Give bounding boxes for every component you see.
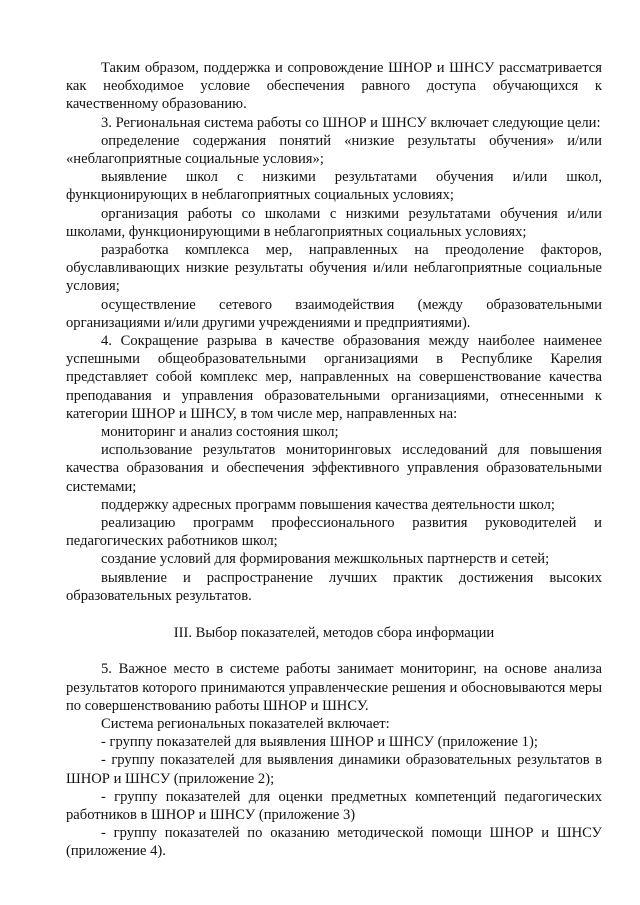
list-item: - группу показателей по оказанию методической помощи ШНОР и ШНСУ (приложение 4).: [66, 825, 602, 860]
list-item: выявление школ с низкими результатами обучения и/или школ, функционирующих в неблагоприятных социальных условиях;: [66, 169, 602, 204]
list-item: осуществление сетевого взаимодействия (между образовательными организациями и/или другими учреждениями и предприятиями).: [66, 296, 602, 331]
list-item: использование результатов мониторинговых исследований для повышения качества образования и обеспечения эффективного управления образовательными системами;: [66, 442, 602, 495]
list-item: - группу показателей для выявления динамики образовательных результатов в ШНОР и ШНСУ (приложение 2);: [66, 752, 602, 787]
section-heading: III. Выбор показателей, методов сбора информации: [173, 625, 495, 642]
list-item: мониторинг и анализ состояния школ;: [101, 424, 339, 441]
paragraph: 4. Сокращение разрыва в качестве образования между наиболее наименее успешными общеобразовательными организациями в Республике Карелия представляет собой комплекс мер, направленных на совершенствование качества преподавания и управления образовательными организациями, отнесенными к категории ШНОР и ШНСУ, в том числе мер, направленных на:: [66, 333, 602, 422]
document-body: [66, 59, 602, 861]
list-item: реализацию программ профессионального развития руководителей и педагогических работников школ;: [66, 515, 602, 550]
list-item: - группу показателей для оценки предметных компетенций педагогических работников в ШНОР и ШНСУ (приложение 3): [66, 788, 602, 823]
paragraph: 5. Важное место в системе работы занимает мониторинг, на основе анализа результатов которого принимаются управленческие решения и обосновываются меры по совершенствованию работы ШНОР и ШНСУ.: [66, 661, 602, 714]
paragraph: Система региональных показателей включает:: [101, 715, 390, 732]
list-item: организация работы со школами с низкими результатами обучения и/или школами, функционирующими в неблагоприятных социальных условиях;: [66, 205, 602, 240]
list-item: - группу показателей для выявления ШНОР и ШНСУ (приложение 1);: [101, 734, 538, 751]
list-item: определение содержания понятий «низкие результаты обучения» и/или «неблагоприятные социальные условия»;: [66, 132, 602, 168]
paragraph: Таким образом, поддержка и сопровождение ШНОР и ШНСУ рассматривается как необходимое условие обеспечения равного доступа обучающихся к качественному образованию.: [66, 60, 602, 113]
list-item: поддержку адресных программ повышения качества деятельности школ;: [101, 496, 555, 513]
list-item: создание условий для формирования межшкольных партнерств и сетей;: [101, 551, 550, 568]
list-item: выявление и распространение лучших практик достижения высоких образовательных результатов.: [66, 569, 602, 604]
paragraph: 3. Региональная система работы со ШНОР и ШНСУ включает следующие цели:: [101, 114, 601, 131]
list-item: разработка комплекса мер, направленных на преодоление факторов, обуславливающих низкие результаты обучения и/или неблагоприятные социальные условия;: [66, 242, 602, 295]
